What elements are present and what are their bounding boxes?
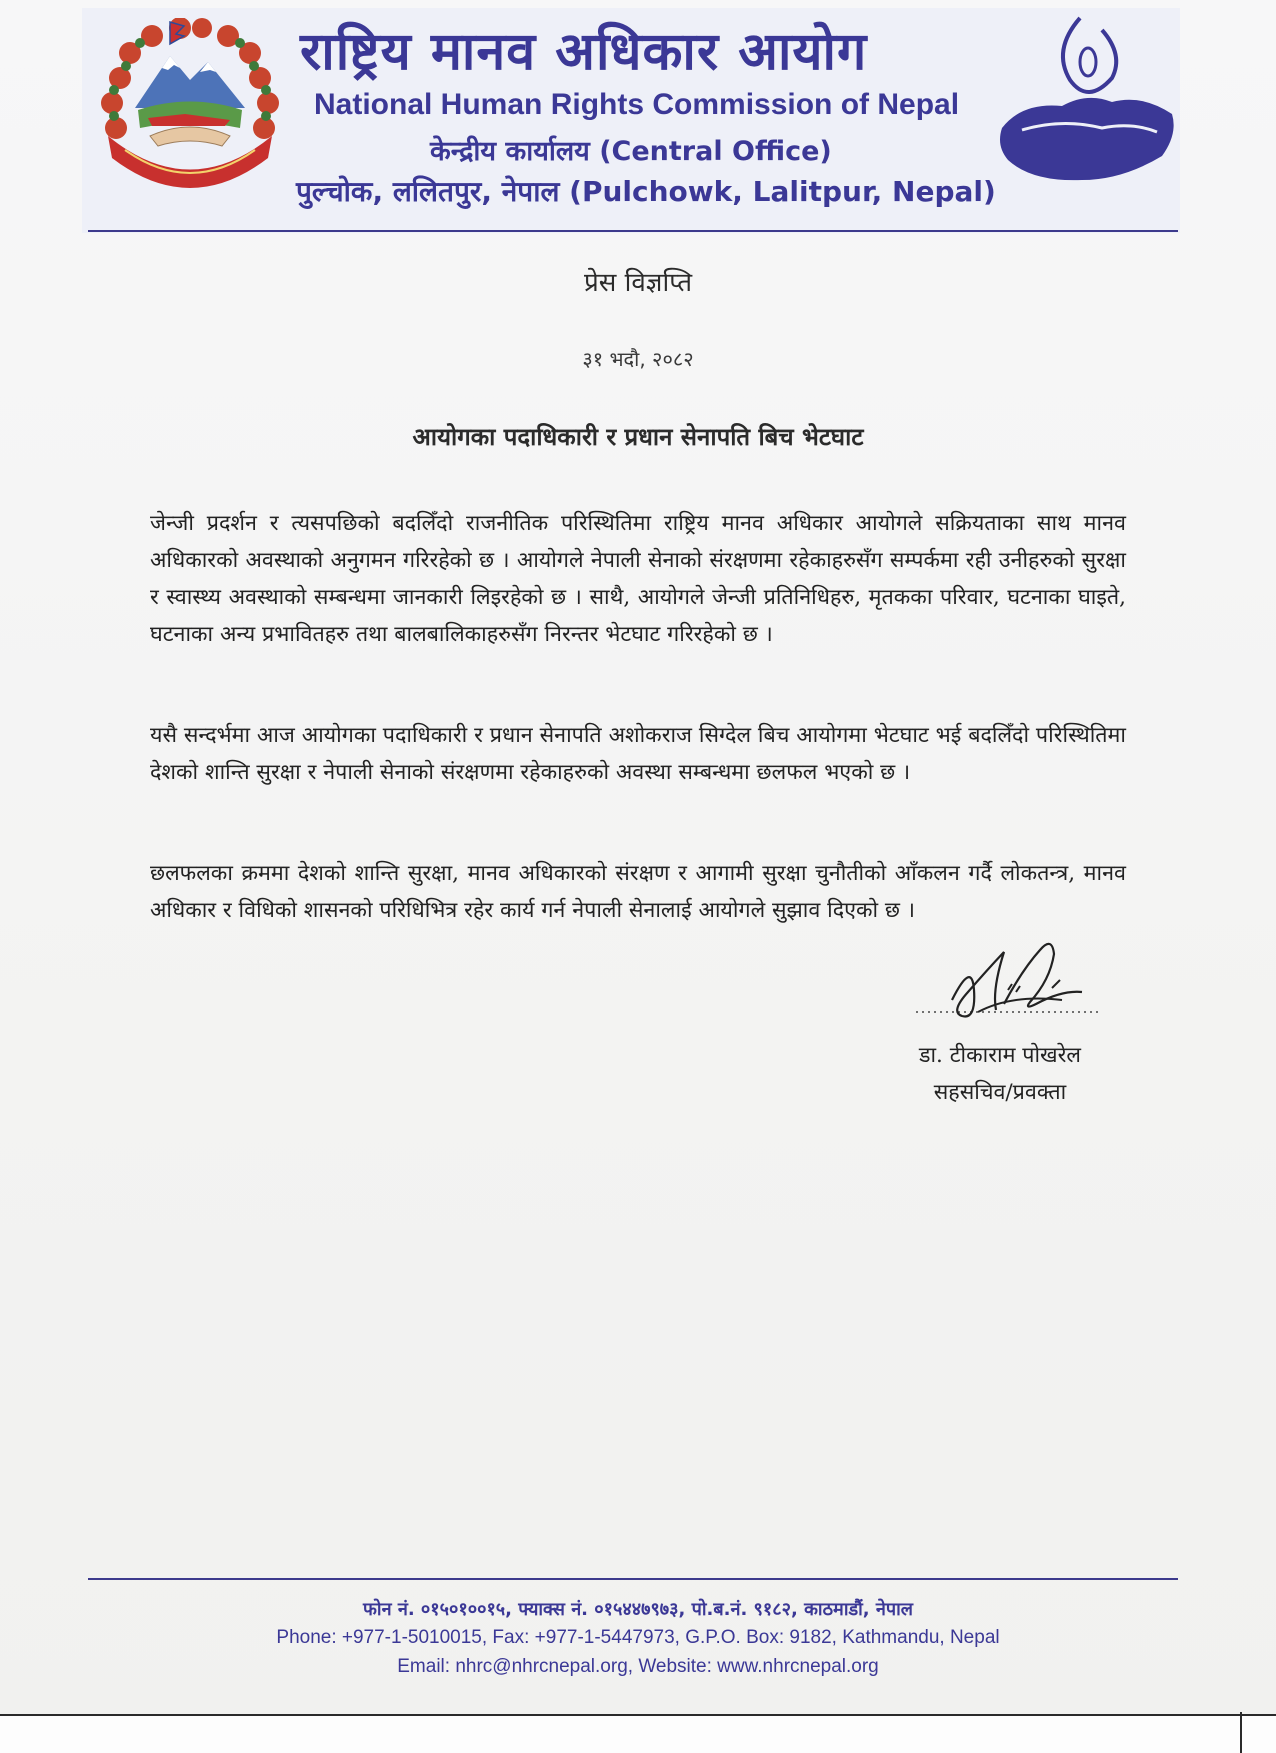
- nhrc-logo-icon: [992, 10, 1182, 190]
- commission-name-english: National Human Rights Commission of Nepal: [314, 88, 960, 121]
- body-paragraph-2: यसै सन्दर्भमा आज आयोगका पदाधिकारी र प्रधान सेनापति अशोकराज सिग्देल बिच आयोगमा भेटघाट भई बदलिँदो परिस्थितिमा देशको शान्ति सुरक्षा र नेपाली सेनाको संरक्षणमा रहेकाहरुको अवस्था सम्बन्धमा छलफल भएको छ ।: [150, 723, 1126, 785]
- scan-border-right: [1240, 1712, 1242, 1753]
- footer-divider: [88, 1578, 1178, 1580]
- body-paragraph-1: जेन्जी प्रदर्शन र त्यसपछिको बदलिँदो राजनीतिक परिस्थितिमा राष्ट्रिय मानव अधिकार आयोगले सक्रियताका साथ मानव अधिकारको अवस्थाको अनुगमन गरिरहेको छ । आयोगले नेपाली सेनाको संरक्षणमा रहेकाहरुसँग सम्पर्कमा रही उनीहरुको सुरक्षा र स्वास्थ्य अवस्थाको सम्बन्धमा जानकारी लिइरहेको छ । साथै, आयोगले जेन्जी प्रतिनिधिहरु, मृतकका परिवार, घटनाका घाइते, घटनाका अन्य प्रभावितहरु तथा बालबालिकाहरुसँग निरन्तर भेटघाट गरिरहेको छ ।: [150, 511, 1126, 647]
- office-name: केन्द्रीय कार्यालय (Central Office): [430, 136, 832, 167]
- signatory-name: डा. टीकाराम पोखरेल: [918, 1043, 1082, 1068]
- footer-contact-email: Email: nhrc@nhrcnepal.org, Website: www.nhrcnepal.org: [397, 1656, 879, 1677]
- nepal-emblem-icon: [90, 18, 290, 193]
- office-address: पुल्चोक, ललितपुर, नेपाल (Pulchowk, Lalitpur, Nepal): [296, 175, 996, 208]
- body-paragraph-3: छलफलका क्रममा देशको शान्ति सुरक्षा, मानव अधिकारको संरक्षण र आगामी सुरक्षा चुनौतीको आँकलन गर्दै लोकतन्त्र, मानव अधिकार र विधिको शासनको परिधिभित्र रहेर कार्य गर्न नेपाली सेनालाई आयोगले सुझाव दिएको छ ।: [150, 861, 1126, 923]
- press-release-date: ३१ भदौ, २०८२: [582, 347, 694, 371]
- signature-icon: [912, 930, 1102, 1035]
- footer-contact-phone: Phone: +977-1-5010015, Fax: +977-1-5447973, G.P.O. Box: 9182, Kathmandu, Nepal: [276, 1627, 1000, 1648]
- signatory-title: सहसचिव/प्रवक्ता: [933, 1080, 1067, 1105]
- scan-border: [0, 1714, 1276, 1753]
- commission-name-nepali: राष्ट्रिय मानव अधिकार आयोग: [300, 22, 868, 82]
- press-release-title: प्रेस विज्ञप्ति: [583, 268, 693, 298]
- header-divider: [88, 230, 1178, 232]
- footer-contact-nepali: फोन नं. ०१५०१००१५, फ्याक्स नं. ०१५४४७९७३, पो.ब.नं. ९१८२, काठमाडौं, नेपाल: [363, 1599, 913, 1620]
- press-release-subject: आयोगका पदाधिकारी र प्रधान सेनापति बिच भेटघाट: [412, 423, 864, 451]
